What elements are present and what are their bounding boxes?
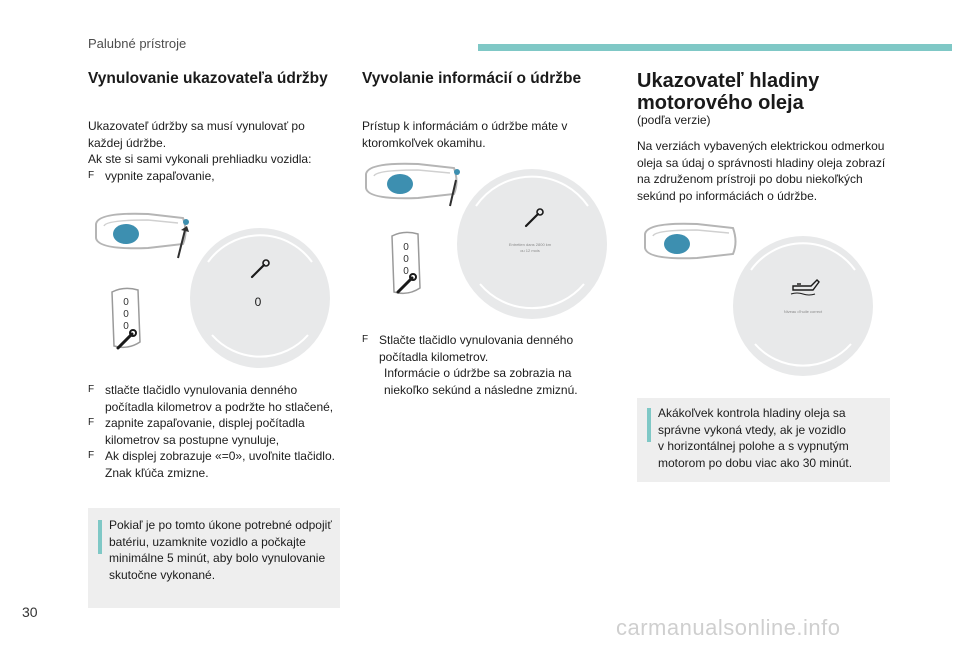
- odometer-digit: 0: [123, 309, 129, 320]
- col3-note-box: [637, 398, 890, 482]
- col1-intro: [88, 118, 348, 184]
- odometer-digit: 0: [123, 321, 129, 332]
- odometer-digit: 0: [403, 254, 409, 265]
- stalk-control-icon: [366, 164, 457, 199]
- col2-after-text: Informácie o údržbe sa zobrazia na niekoľko sekúnd a následne zmiznú.: [384, 366, 578, 397]
- watermark-text: carmanualsonline.info: [616, 615, 841, 640]
- display-line: Entretien dans 2800 km: [508, 242, 552, 247]
- odometer-digit: 0: [123, 297, 129, 308]
- col1-note-box: [88, 508, 340, 608]
- list-item: F zapnite zapaľovanie, displej počítadla kilometrov sa postupne vynuluje,: [88, 416, 305, 447]
- stalk-button-icon: [387, 174, 413, 194]
- stalk-control-icon: [645, 224, 736, 259]
- col3-paragraph: Na verziách vybavených elektrickou odmerkou oleja sa údaj o správnosti hladiny oleja zobrazí na združenom prístroji po dobu niekoľkých sekúnd po informáciách o údržbe.: [637, 139, 886, 203]
- stalk-button-icon: [664, 234, 690, 254]
- wrench-icon: [398, 278, 412, 292]
- page-number: 30: [22, 604, 38, 620]
- col1-steps: [88, 382, 348, 481]
- instrument-dial: [733, 236, 873, 376]
- odometer-reset-pod: [112, 288, 140, 348]
- press-arrow-icon: [178, 219, 189, 258]
- odometer-digit: 0: [403, 266, 409, 277]
- bullet-icon: F: [362, 334, 369, 345]
- col1-illustration: [88, 210, 338, 370]
- col2-illustration: [362, 160, 612, 320]
- col3-subtitle: (podľa verzie): [637, 113, 711, 127]
- instrument-dial: [457, 169, 607, 319]
- instrument-dial: [190, 228, 330, 368]
- col1-bullet-pre: F vypnite zapaľovanie,: [88, 168, 215, 183]
- col1-title: Vynulovanie ukazovateľa údržby: [88, 70, 328, 87]
- odometer-reset-pod: [392, 232, 420, 293]
- list-item: F stlačte tlačidlo vynulovania denného počítadla kilometrov a podržte ho stlačené,: [88, 383, 334, 414]
- odometer-digit: 0: [403, 242, 409, 253]
- display-line: ou 12 mois: [520, 248, 540, 253]
- col1-intro-line: Ukazovateľ údržby sa musí vynulovať po: [88, 119, 305, 133]
- display-line: Niveau d'huile correct: [783, 309, 823, 314]
- col2-steps: [362, 332, 612, 398]
- list-item: F Ak displej zobrazuje «=0», uvoľnite tlačidlo. Znak kľúča zmizne.: [88, 449, 335, 480]
- bullet-icon: F: [88, 169, 95, 181]
- col1-intro-line: Ak ste si sami vykonali prehliadku vozidla:: [88, 152, 312, 166]
- header-accent-bar: [478, 44, 952, 51]
- col3-illustration: [637, 220, 892, 390]
- col3-note-text: Akákoľvek kontrola hladiny oleja sa správne vykoná vtedy, ak je vozidlo v horizontálnej polohe a s vypnutým motorom po dobu viac ako 30 minút.: [658, 406, 853, 470]
- bullet-icon: F: [88, 450, 95, 461]
- bullet-icon: F: [88, 384, 95, 395]
- col1-intro-line: každej údržbe.: [88, 135, 167, 150]
- stalk-button-icon: [113, 224, 139, 244]
- col2-intro: Prístup k informáciám o údržbe máte v ktoromkoľvek okamihu.: [362, 119, 568, 150]
- col1-note-text: Pokiaľ je po tomto úkone potrebné odpojiť batériu, uzamknite vozidlo a počkajte minimálne 5 minút, aby bolo vynulovanie skutočne vykonané.: [109, 518, 332, 582]
- display-value: 0: [254, 295, 262, 309]
- col3-title: Ukazovateľ hladiny motorového oleja: [637, 70, 820, 114]
- section-header: Palubné prístroje: [88, 36, 187, 51]
- stalk-control-icon: [96, 214, 186, 249]
- col2-title: Vyvolanie informácií o údržbe: [362, 70, 582, 87]
- list-item: F Stlačte tlačidlo vynulovania denného počítadla kilometrov.: [362, 333, 574, 364]
- bullet-icon: F: [88, 417, 95, 428]
- info-marker-icon: [647, 408, 651, 442]
- info-marker-icon: [98, 520, 102, 554]
